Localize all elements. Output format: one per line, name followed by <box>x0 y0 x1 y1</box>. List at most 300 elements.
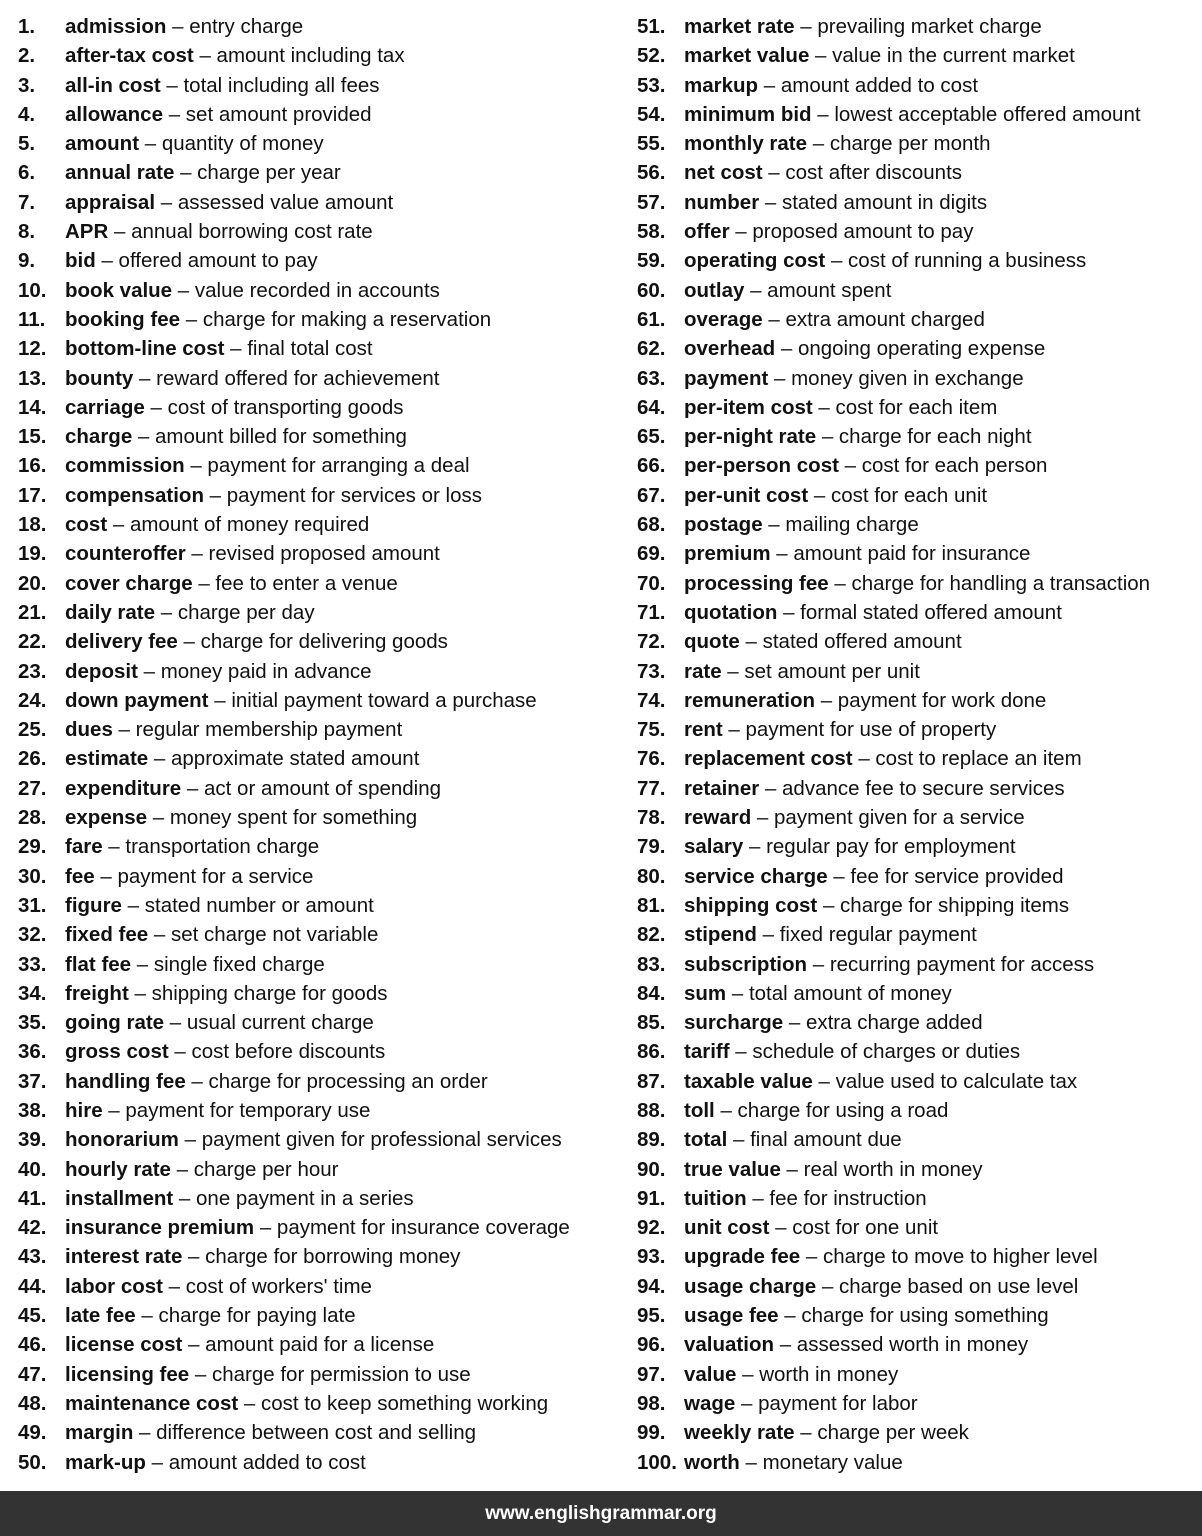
item-separator: – <box>762 307 786 331</box>
item-term: subscription <box>684 952 808 976</box>
item-number: 67. <box>637 483 666 507</box>
item-separator: – <box>756 923 780 947</box>
item-number: 61. <box>637 307 666 331</box>
item-separator: – <box>192 571 216 595</box>
item-term: down payment <box>65 688 209 712</box>
item-definition: amount added to cost <box>168 1450 366 1474</box>
item-term: per-night rate <box>684 425 817 449</box>
item-definition: payment for use of property <box>745 718 997 742</box>
item-term: surcharge <box>684 1011 784 1035</box>
list-item <box>637 1096 1197 1125</box>
item-definition: charge for paying late <box>158 1304 356 1328</box>
item-definition: payment given for professional services <box>201 1128 562 1152</box>
item-number: 24. <box>18 688 47 712</box>
list-item <box>18 862 618 891</box>
item-separator: – <box>812 1069 836 1093</box>
item-number: 7. <box>18 190 36 214</box>
item-number: 37. <box>18 1069 47 1093</box>
item-number: 74. <box>637 688 666 712</box>
item-term: worth <box>684 1450 740 1474</box>
list-item <box>18 657 618 686</box>
list-item <box>18 1418 618 1447</box>
item-number: 86. <box>637 1040 666 1064</box>
item-number: 55. <box>637 132 666 156</box>
item-separator: – <box>185 1069 209 1093</box>
item-number: 19. <box>18 542 47 566</box>
item-definition: transportation charge <box>125 835 320 859</box>
item-term: replacement cost <box>684 747 853 771</box>
item-term: labor cost <box>65 1274 163 1298</box>
item-number: 58. <box>637 220 666 244</box>
item-definition: charge for delivering goods <box>200 630 448 654</box>
item-separator: – <box>736 1362 760 1386</box>
item-separator: – <box>166 15 190 38</box>
item-separator: – <box>189 1362 212 1386</box>
list-item <box>18 1301 618 1330</box>
item-number: 50. <box>18 1450 47 1474</box>
item-number: 15. <box>18 425 47 449</box>
item-definition: stated amount in digits <box>781 190 988 214</box>
item-number: 80. <box>637 864 666 888</box>
item-separator: – <box>164 1011 187 1035</box>
item-number: 9. <box>18 249 36 273</box>
item-term: book value <box>65 278 173 302</box>
list-item <box>637 334 1197 363</box>
item-number: 20. <box>18 571 47 595</box>
item-term: postage <box>684 513 763 537</box>
item-number: 91. <box>637 1186 666 1210</box>
item-definition: amount paid for a license <box>205 1333 435 1357</box>
item-separator: – <box>780 1157 804 1181</box>
list-item <box>18 1184 618 1213</box>
item-definition: value in the current market <box>832 44 1075 68</box>
item-number: 68. <box>637 513 666 537</box>
item-separator: – <box>762 161 786 185</box>
item-number: 1. <box>18 15 36 38</box>
item-definition: fee to enter a venue <box>215 571 398 595</box>
item-separator: – <box>148 923 171 947</box>
item-term: payment <box>684 366 769 390</box>
list-item <box>18 774 618 803</box>
item-term: compensation <box>65 483 204 507</box>
item-number: 66. <box>637 454 666 478</box>
item-definition: prevailing market charge <box>817 15 1042 38</box>
item-term: processing fee <box>684 571 829 595</box>
footer-url[interactable]: www.englishgrammar.org <box>485 1503 717 1524</box>
list-item <box>637 569 1197 598</box>
item-definition: charge per day <box>177 600 315 624</box>
item-number: 22. <box>18 630 47 654</box>
item-definition: proposed amount to pay <box>752 220 974 244</box>
item-term: margin <box>65 1421 134 1445</box>
item-definition: final total cost <box>247 337 373 361</box>
right-column <box>637 12 1197 1477</box>
list-item <box>637 862 1197 891</box>
item-number: 89. <box>637 1128 666 1152</box>
item-number: 41. <box>18 1186 47 1210</box>
item-separator: – <box>184 454 208 478</box>
item-definition: cost for each item <box>835 395 998 419</box>
list-item <box>637 1037 1197 1066</box>
item-term: hire <box>65 1098 103 1122</box>
list-item <box>18 334 618 363</box>
item-term: rate <box>684 659 722 683</box>
item-term: expenditure <box>65 776 182 800</box>
item-number: 92. <box>637 1216 666 1240</box>
item-term: true value <box>684 1157 781 1181</box>
item-separator: – <box>177 630 201 654</box>
item-number: 95. <box>637 1304 666 1328</box>
item-term: market rate <box>684 15 795 38</box>
list-item <box>18 803 618 832</box>
item-term: going rate <box>65 1011 165 1035</box>
item-term: cost <box>65 513 108 537</box>
list-item <box>637 1067 1197 1096</box>
footer-bar <box>0 1491 1202 1536</box>
item-definition: payment for insurance coverage <box>276 1216 570 1240</box>
item-separator: – <box>770 542 794 566</box>
item-definition: charge per year <box>197 161 341 185</box>
item-number: 16. <box>18 454 47 478</box>
item-term: valuation <box>684 1333 774 1357</box>
item-number: 45. <box>18 1304 47 1328</box>
item-number: 81. <box>637 893 666 917</box>
list-item <box>18 539 618 568</box>
item-definition: charge for permission to use <box>211 1362 471 1386</box>
list-item <box>18 950 618 979</box>
item-number: 100. <box>637 1450 677 1474</box>
list-item <box>637 1125 1197 1154</box>
item-number: 17. <box>18 483 47 507</box>
vocabulary-list <box>0 12 1202 1480</box>
list-item <box>18 1272 618 1301</box>
item-term: amount <box>65 132 140 156</box>
list-item <box>637 305 1197 334</box>
item-number: 14. <box>18 395 47 419</box>
item-definition: value used to calculate tax <box>835 1069 1078 1093</box>
item-number: 47. <box>18 1362 47 1386</box>
list-item <box>637 891 1197 920</box>
item-separator: – <box>759 190 782 214</box>
item-number: 3. <box>18 73 36 97</box>
item-definition: amount added to cost <box>780 73 979 97</box>
item-term: bid <box>65 249 96 273</box>
item-definition: single fixed charge <box>153 952 325 976</box>
item-number: 72. <box>637 630 666 654</box>
list-item <box>637 364 1197 393</box>
list-item <box>637 1301 1197 1330</box>
item-term: dues <box>65 718 113 742</box>
item-separator: – <box>817 893 841 917</box>
list-item <box>637 1389 1197 1418</box>
item-term: gross cost <box>65 1040 169 1064</box>
item-term: annual rate <box>65 161 175 185</box>
item-separator: – <box>132 425 156 449</box>
item-separator: – <box>783 1011 806 1035</box>
list-item <box>637 217 1197 246</box>
item-term: quotation <box>684 600 778 624</box>
item-definition: payment for labor <box>758 1391 918 1415</box>
list-item <box>18 1242 618 1271</box>
list-item <box>18 1125 618 1154</box>
list-item <box>637 451 1197 480</box>
list-item <box>637 41 1197 70</box>
item-separator: – <box>794 15 818 38</box>
item-definition: charge for each night <box>838 425 1032 449</box>
item-definition: act or amount of spending <box>204 776 442 800</box>
item-number: 71. <box>637 600 666 624</box>
list-item <box>637 422 1197 451</box>
item-definition: cost of workers' time <box>185 1274 372 1298</box>
item-number: 75. <box>637 718 666 742</box>
list-item <box>637 803 1197 832</box>
item-definition: set amount provided <box>185 102 372 126</box>
item-definition: cost for each unit <box>830 483 988 507</box>
item-separator: – <box>816 425 839 449</box>
item-number: 54. <box>637 102 666 126</box>
item-number: 73. <box>637 659 666 683</box>
item-term: shipping cost <box>684 893 818 917</box>
item-number: 28. <box>18 806 47 830</box>
item-definition: advance fee to secure services <box>782 776 1065 800</box>
item-term: remuneration <box>684 688 815 712</box>
item-definition: cost to keep something working <box>260 1391 549 1415</box>
item-separator: – <box>811 102 835 126</box>
item-number: 56. <box>637 161 666 185</box>
list-item <box>18 598 618 627</box>
item-definition: payment given for a service <box>774 806 1025 830</box>
item-definition: payment for services or loss <box>226 483 482 507</box>
item-number: 84. <box>637 981 666 1005</box>
item-term: daily rate <box>65 600 156 624</box>
item-separator: – <box>162 1274 186 1298</box>
item-separator: – <box>828 571 852 595</box>
list-item <box>18 1360 618 1389</box>
item-definition: cost of transporting goods <box>167 395 404 419</box>
item-separator: – <box>181 776 204 800</box>
list-item <box>637 510 1197 539</box>
item-definition: fixed regular payment <box>779 923 977 947</box>
item-definition: cost for one unit <box>792 1216 939 1240</box>
item-separator: – <box>775 337 798 361</box>
list-item <box>637 1330 1197 1359</box>
item-separator: – <box>144 395 168 419</box>
item-term: overage <box>684 307 763 331</box>
item-number: 6. <box>18 161 36 185</box>
item-number: 83. <box>637 952 666 976</box>
item-term: freight <box>65 981 129 1005</box>
item-term: handling fee <box>65 1069 186 1093</box>
item-definition: shipping charge for goods <box>151 981 388 1005</box>
item-definition: charge for using a road <box>737 1098 949 1122</box>
item-term: markup <box>684 73 759 97</box>
item-term: tariff <box>684 1040 730 1064</box>
item-number: 77. <box>637 776 666 800</box>
list-item <box>18 627 618 656</box>
item-number: 31. <box>18 893 47 917</box>
item-number: 40. <box>18 1157 47 1181</box>
item-number: 43. <box>18 1245 47 1269</box>
list-item <box>637 598 1197 627</box>
item-separator: – <box>182 1245 206 1269</box>
item-term: upgrade fee <box>684 1245 801 1269</box>
item-separator: – <box>238 1391 261 1415</box>
item-term: fixed fee <box>65 923 149 947</box>
item-definition: regular pay for employment <box>766 835 1016 859</box>
list-item <box>637 158 1197 187</box>
item-definition: total including all fees <box>183 73 380 97</box>
item-definition: amount including tax <box>216 44 405 68</box>
item-term: hourly rate <box>65 1157 171 1181</box>
item-number: 25. <box>18 718 47 742</box>
list-item <box>637 393 1197 422</box>
item-number: 60. <box>637 278 666 302</box>
item-term: expense <box>65 806 148 830</box>
item-number: 38. <box>18 1098 47 1122</box>
item-separator: – <box>137 659 161 683</box>
item-separator: – <box>825 249 849 273</box>
item-term: salary <box>684 835 744 859</box>
list-item <box>18 451 618 480</box>
item-term: maintenance cost <box>65 1391 239 1415</box>
list-item <box>637 71 1197 100</box>
item-term: net cost <box>684 161 763 185</box>
item-separator: – <box>743 835 767 859</box>
list-item <box>637 1008 1197 1037</box>
item-term: interest rate <box>65 1245 183 1269</box>
item-number: 44. <box>18 1274 47 1298</box>
list-item <box>18 393 618 422</box>
item-term: after-tax cost <box>65 44 194 68</box>
item-number: 10. <box>18 278 47 302</box>
item-term: unit cost <box>684 1216 770 1240</box>
item-separator: – <box>807 132 830 156</box>
item-separator: – <box>148 747 171 771</box>
item-separator: – <box>807 952 830 976</box>
item-separator: – <box>172 278 195 302</box>
item-separator: – <box>816 1274 839 1298</box>
item-number: 35. <box>18 1011 47 1035</box>
item-number: 65. <box>637 425 666 449</box>
item-separator: – <box>178 1128 202 1152</box>
item-definition: ongoing operating expense <box>797 337 1046 361</box>
list-item <box>18 100 618 129</box>
item-definition: usual current charge <box>186 1011 374 1035</box>
item-number: 5. <box>18 132 36 156</box>
item-term: bounty <box>65 366 134 390</box>
item-separator: – <box>203 483 227 507</box>
list-item <box>18 1213 618 1242</box>
list-item <box>637 1155 1197 1184</box>
item-term: weekly rate <box>684 1421 795 1445</box>
item-number: 64. <box>637 395 666 419</box>
list-item <box>18 71 618 100</box>
list-item <box>18 1389 618 1418</box>
item-separator: – <box>774 1333 797 1357</box>
item-number: 52. <box>637 44 666 68</box>
item-number: 70. <box>637 571 666 595</box>
item-number: 82. <box>637 923 666 947</box>
list-item <box>637 188 1197 217</box>
list-item <box>18 246 618 275</box>
item-separator: – <box>812 395 836 419</box>
item-separator: – <box>135 1304 159 1328</box>
item-separator: – <box>174 161 198 185</box>
list-item <box>18 979 618 1008</box>
item-definition: regular membership payment <box>135 718 403 742</box>
item-definition: charge for shipping items <box>840 893 1070 917</box>
item-definition: money paid in advance <box>160 659 372 683</box>
list-item <box>18 12 618 41</box>
item-separator: – <box>112 718 136 742</box>
item-term: service charge <box>684 864 828 888</box>
item-separator: – <box>800 1245 823 1269</box>
item-term: installment <box>65 1186 174 1210</box>
item-definition: worth in money <box>759 1362 899 1386</box>
list-item <box>18 305 618 334</box>
list-item <box>18 481 618 510</box>
item-term: market value <box>684 44 810 68</box>
item-number: 29. <box>18 835 47 859</box>
item-definition: set amount per unit <box>744 659 920 683</box>
item-definition: stated number or amount <box>144 893 374 917</box>
item-definition: total amount of money <box>748 981 952 1005</box>
item-term: wage <box>684 1391 736 1415</box>
item-definition: quantity of money <box>161 132 324 156</box>
item-number: 48. <box>18 1391 47 1415</box>
item-separator: – <box>769 1216 793 1240</box>
item-number: 33. <box>18 952 47 976</box>
item-separator: – <box>133 366 157 390</box>
list-item <box>18 1037 618 1066</box>
item-term: APR <box>65 220 109 244</box>
item-term: figure <box>65 893 122 917</box>
item-definition: extra charge added <box>805 1011 983 1035</box>
item-separator: – <box>739 1450 763 1474</box>
item-term: premium <box>684 542 771 566</box>
item-separator: – <box>155 600 178 624</box>
item-definition: payment for arranging a deal <box>207 454 470 478</box>
item-definition: charge for borrowing money <box>205 1245 461 1269</box>
item-separator: – <box>727 1128 751 1152</box>
item-definition: difference between cost and selling <box>156 1421 477 1445</box>
item-number: 27. <box>18 776 47 800</box>
item-number: 94. <box>637 1274 666 1298</box>
list-item <box>18 1448 618 1477</box>
item-number: 76. <box>637 747 666 771</box>
item-number: 78. <box>637 806 666 830</box>
list-item <box>637 1418 1197 1447</box>
item-definition: amount spent <box>767 278 892 302</box>
item-number: 13. <box>18 366 47 390</box>
item-separator: – <box>714 1098 738 1122</box>
item-term: counteroffer <box>65 542 186 566</box>
item-separator: – <box>722 718 746 742</box>
item-definition: initial payment toward a purchase <box>231 688 537 712</box>
item-number: 98. <box>637 1391 666 1415</box>
item-term: offer <box>684 220 730 244</box>
list-item <box>18 364 618 393</box>
item-separator: – <box>762 513 786 537</box>
item-term: insurance premium <box>65 1216 255 1240</box>
item-number: 42. <box>18 1216 47 1240</box>
list-item <box>637 1242 1197 1271</box>
item-term: late fee <box>65 1304 136 1328</box>
item-number: 79. <box>637 835 666 859</box>
item-number: 62. <box>637 337 666 361</box>
list-item <box>637 246 1197 275</box>
list-item <box>637 832 1197 861</box>
